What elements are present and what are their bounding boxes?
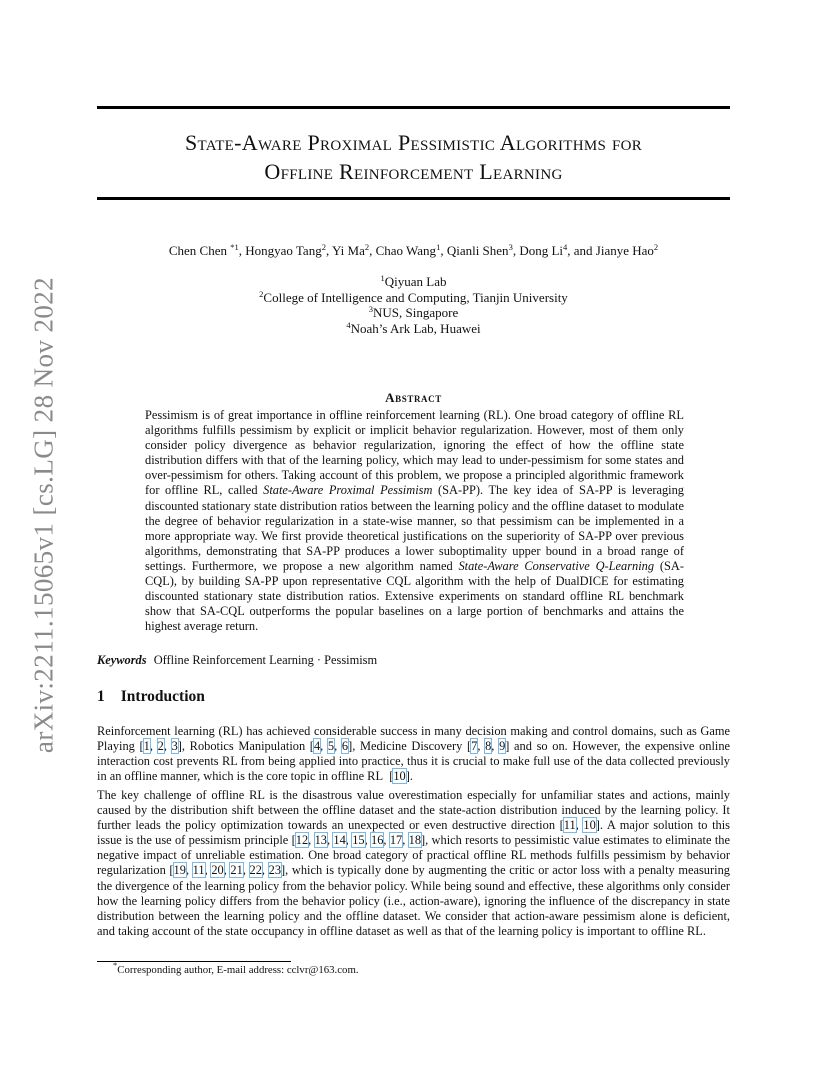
affiliations — [97, 274, 730, 336]
keywords-line — [97, 653, 730, 668]
citation-link[interactable]: 18 — [408, 833, 422, 848]
affiliation-4: $^4$Noah’s Ark Lab, Huawei — [346, 319, 481, 336]
citation-link[interactable]: 3 — [171, 739, 178, 754]
citation-link[interactable]: 14 — [333, 833, 346, 848]
citation-link[interactable]: 1 — [143, 739, 150, 754]
footnote — [113, 960, 359, 976]
footnote-text: Corresponding author, E-mail address: cclvr@163.com. — [117, 964, 359, 976]
citation-link[interactable]: 19 — [173, 863, 186, 878]
abstract-heading: Abstract — [385, 390, 442, 405]
citation-link[interactable]: 16 — [371, 833, 384, 848]
abstract-body: Pessimism is of great importance in offline reinforcement learning (RL). One broad category of offline RL algorithms fulfills pessimism by explicit or implicit behavior regularization. However, most of them only consider policy divergence as behavior regularization, ignoring the effect of how the offline state distribution differs with that of the learning policy, which may lead to under-pessimism for some states and over-pessimism for others. Taking account of this problem, we propose a principled algorithmic framework for offline RL, called State-Aware Proximal Pessimism (SA-PP). The key idea of SA-PP is leveraging discounted stationary state distribution ratios between the learning policy and the offline dataset to modulate the degree of behavior regularization in a state-wise manner, so that pessimism can be implemented in a more appropriate way. We first provide theoretical justifications on the superiority of SA-PP over previous algorithms, demonstrating that SA-PP produces a lower suboptimality upper bound in a broad range of settings. Furthermore, we propose a new algorithm named State-Aware Conservative Q-Learning (SA-CQL), by building SA-PP upon representative CQL algorithm with the help of DualDICE for estimating discounted stationary state distribution ratios. Extensive experiments on standard offline RL benchmark show that SA-CQL outperforms the popular baselines on a large portion of benchmarks and attains the highest average return. — [145, 408, 684, 634]
citation-link[interactable]: 22 — [249, 863, 262, 878]
citation-link[interactable]: 10 — [583, 818, 596, 833]
section-number: 1 — [97, 688, 105, 705]
author-list: Chen Chen $^{*1}$, Hongyao Tang$^2$, Yi Ma$^2$, Chao Wang$^1$, Qianli Shen$^3$, Dong Li$^4$, and Jianye Hao$^2$ — [168, 242, 659, 258]
citation-link[interactable]: 2 — [157, 739, 164, 754]
citation-link[interactable]: 6 — [341, 739, 349, 754]
citation-link[interactable]: 10 — [393, 769, 406, 784]
paper-title — [97, 128, 730, 186]
section-heading-introduction — [97, 688, 205, 706]
title-line-2: Offline Reinforcement Learning — [264, 159, 563, 184]
citation-link[interactable]: 11 — [192, 863, 205, 878]
citation-link[interactable]: 23 — [268, 863, 282, 878]
title-bottom-rule — [97, 197, 730, 200]
citation-link[interactable]: 21 — [230, 863, 243, 878]
citation-link[interactable]: 5 — [327, 739, 335, 754]
affiliation-2: $^2$College of Intelligence and Computing, Tianjin University — [259, 288, 568, 305]
citation-link[interactable]: 17 — [389, 833, 403, 848]
title-line-1: State-Aware Proximal Pessimistic Algorithms for — [184, 130, 643, 155]
citation-link[interactable]: 11 — [563, 818, 576, 833]
citation-link[interactable]: 4 — [313, 739, 321, 754]
title-top-rule — [97, 106, 730, 109]
citation-link[interactable]: 20 — [211, 863, 224, 878]
citation-link[interactable]: 8 — [485, 739, 492, 754]
footnote-rule — [97, 961, 291, 962]
affiliation-3: $^3$NUS, Singapore — [368, 304, 459, 320]
intro-paragraph-1: Reinforcement learning (RL) has achieved considerable success in many decision making and control domains, such as Game Playing [1, 2, 3], Robotics Manipulation [4, 5, 6], Medicine Discovery [7, 8, 9] and so on. However, the expensive online interaction cost prevents RL from being applied into practice, thus it is crucial to make full use of the data collected previously in an offline manner, which is the core topic in offline RL [10]. — [97, 724, 731, 784]
citation-link[interactable]: 9 — [499, 739, 506, 754]
keywords-text: Offline Reinforcement Learning · Pessimism — [153, 653, 378, 667]
citation-link[interactable]: 15 — [352, 833, 365, 848]
citation-link[interactable]: 12 — [295, 833, 309, 848]
citation-link[interactable]: 13 — [314, 833, 327, 848]
arxiv-identifier: arXiv:2211.15065v1 [cs.LG] 28 Nov 2022 — [28, 276, 59, 754]
section-title: Introduction — [120, 688, 205, 705]
citation-link[interactable]: 7 — [471, 739, 478, 754]
affiliation-1: $^1$Qiyuan Lab — [380, 273, 447, 289]
keywords-label: Keywords — [97, 653, 147, 667]
intro-paragraph-2: The key challenge of offline RL is the disastrous value overestimation especially for unfamiliar states and actions, mainly caused by the distribution shift between the offline dataset and the state-action distribution induced by the learning policy. It further leads the policy optimization towards an unexpected or even destructive direction [11, 10]. A major solution to this issue is the use of pessimism principle [12, 13, 14, 15, 16, 17, 18], which resorts to pessimistic value estimates to eliminate the negative impact of unreliable estimation. One broad category of practical offline RL methods fulfills pessimism by behavior regularization [19, 11, 20, 21, 22, 23], which is typically done by augmenting the critic or actor loss with a penalty measuring the divergence of the learning policy from the behavior policy. While being sound and effective, these algorithms only consider how the learning policy differs from the behavior policy (i.e., action-aware), ignoring the influence of the discrepancy in state distribution between the learning policy and the offline dataset. We consider that action-aware pessimism alone is deficient, and taking account of the state occupancy in offline dataset as well as that of the learning policy is important to offline RL. — [97, 788, 730, 938]
footnote-mark: * — [113, 960, 118, 970]
